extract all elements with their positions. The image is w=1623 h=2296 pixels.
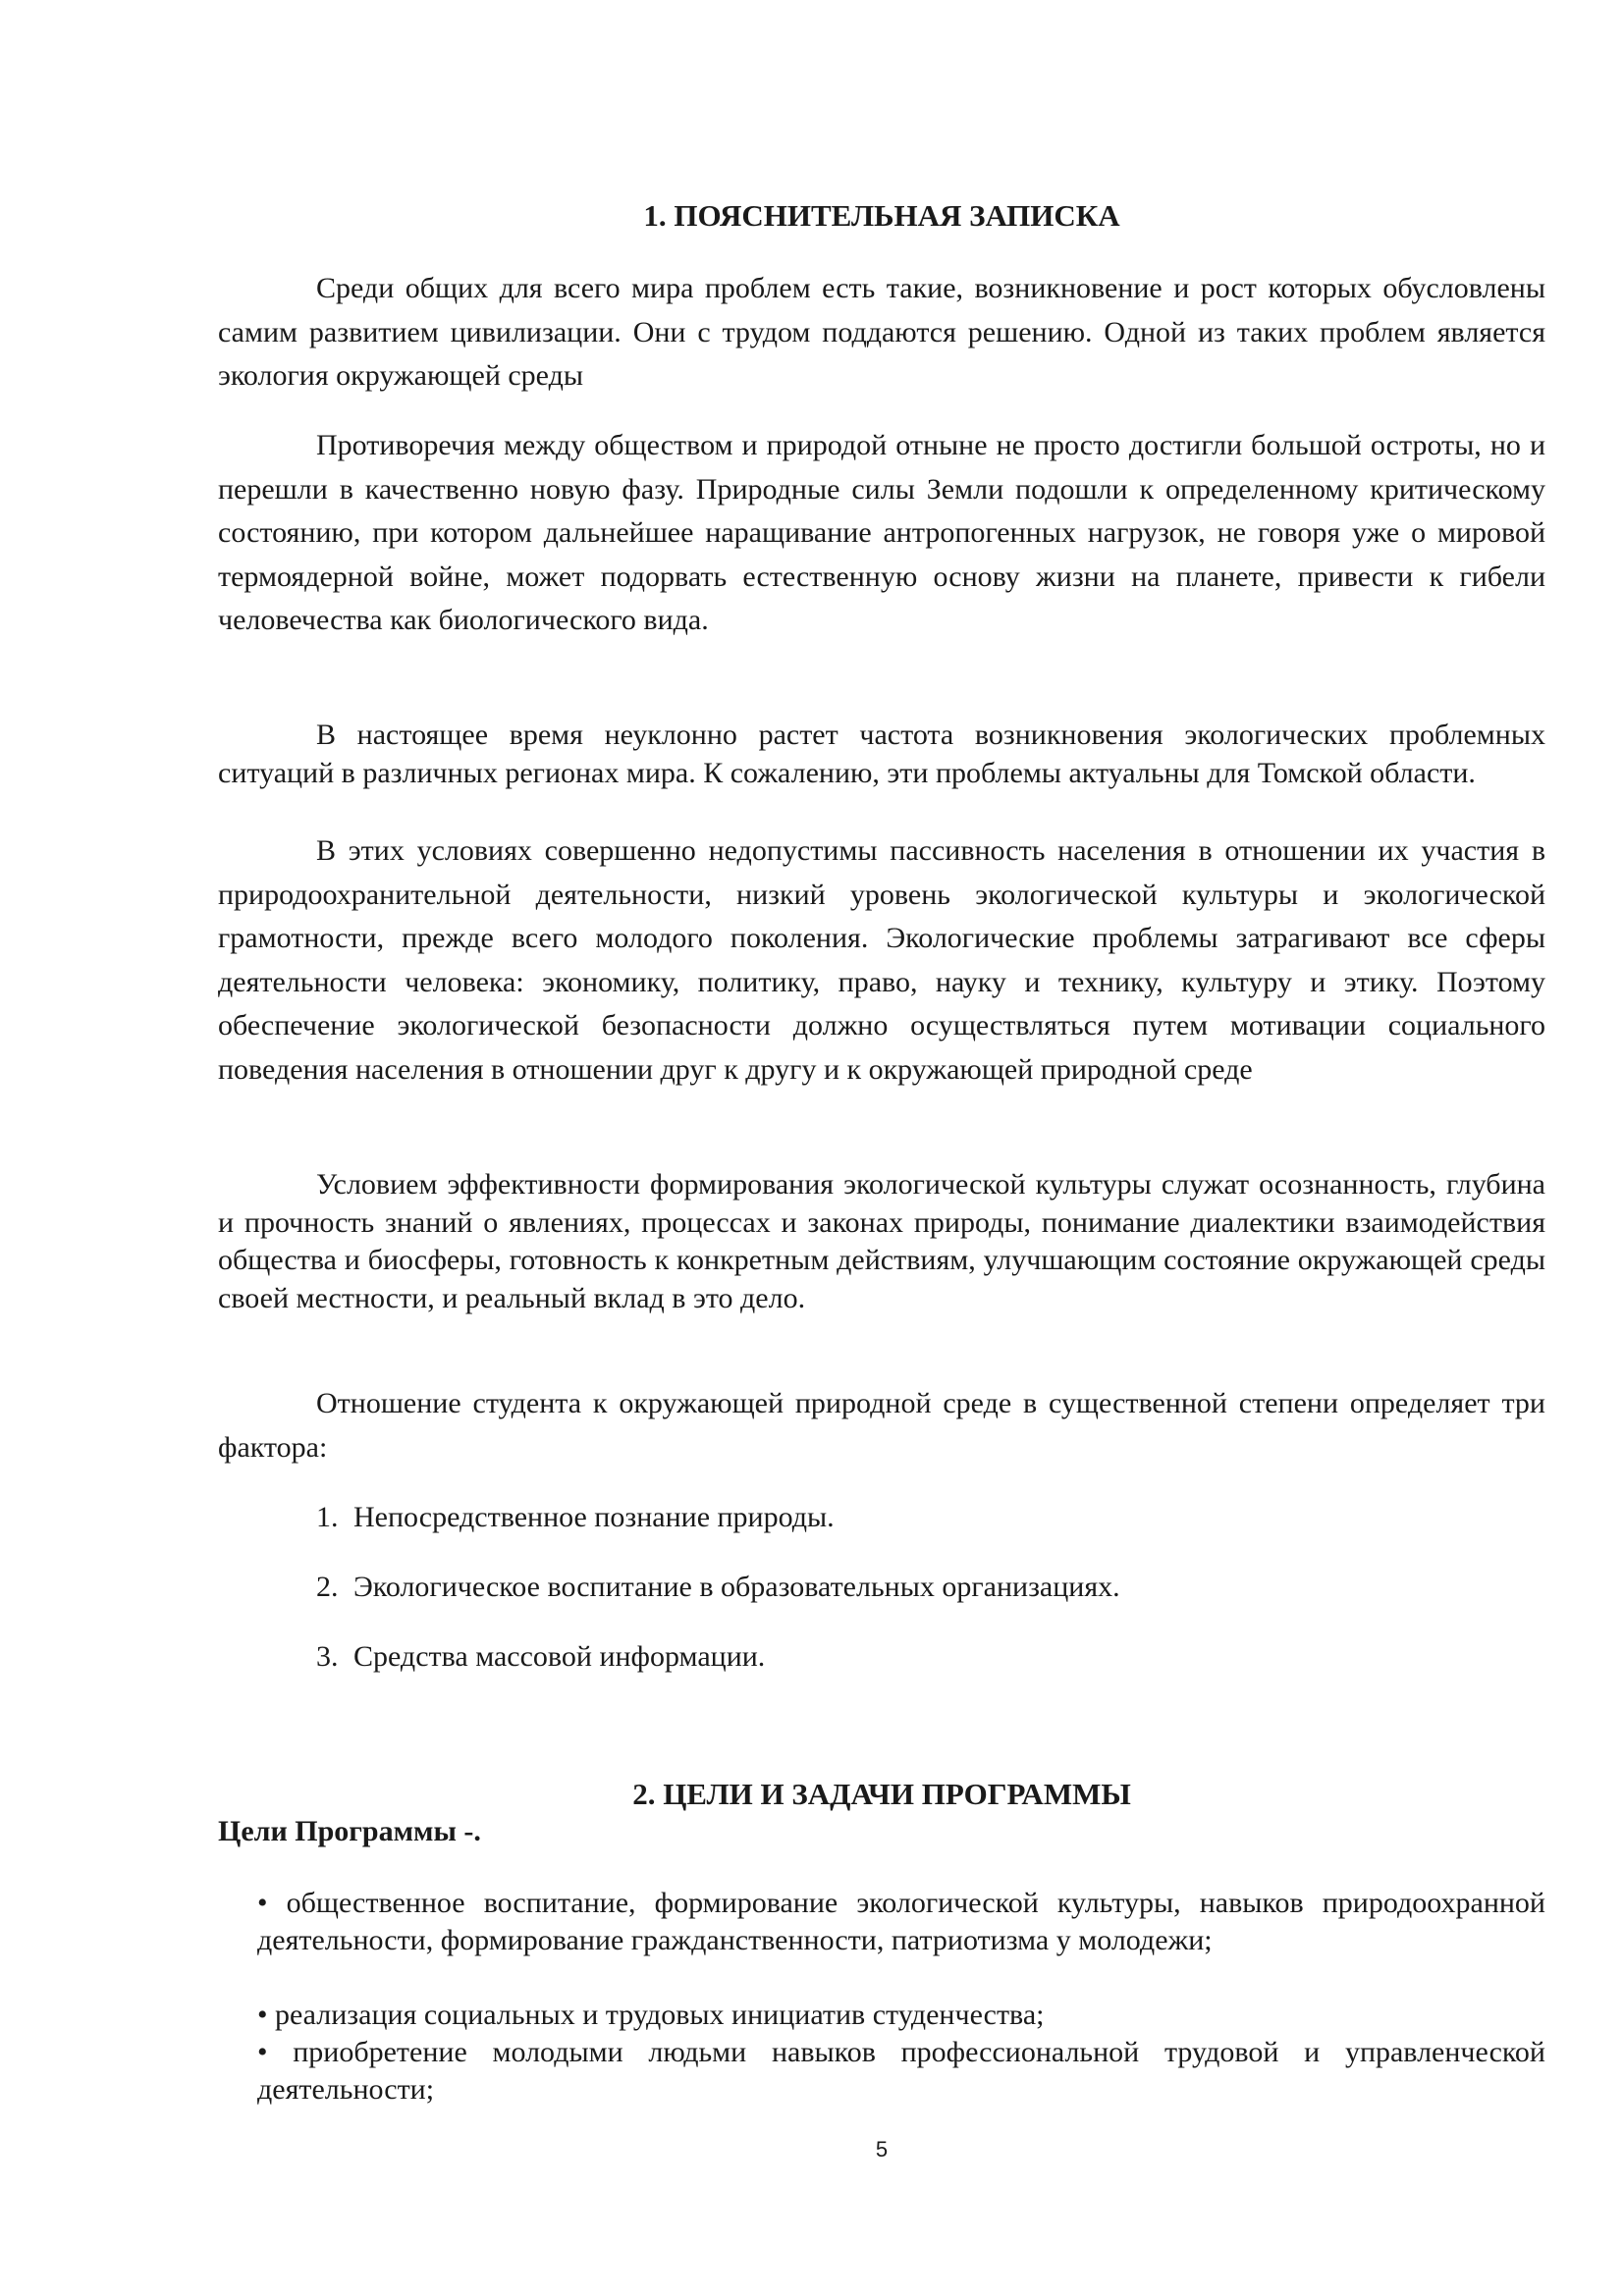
factor-text: Непосредственное познание природы.	[353, 1501, 835, 1533]
paragraph-3: В настоящее время неуклонно растет частота возникновения экологических проблемных ситуаций в различных регионах мира. К сожалению, эти проблемы актуальны для Томской области.	[218, 719, 1545, 789]
goal-bullet: • общественное воспитание, формирование экологической культуры, навыков природоохранной деятельности, формирование гражданственности, патриотизма у молодежи;	[257, 1887, 1545, 1956]
section-1-heading: 1. ПОЯСНИТЕЛЬНАЯ ЗАПИСКА	[643, 198, 1120, 233]
factor-number: 1.	[316, 1501, 339, 1533]
factor-list-item	[316, 1498, 835, 1537]
factor-list-item	[316, 1568, 1120, 1607]
paragraph-4: В этих условиях совершенно недопустимы пассивность населения в отношении их участия в природоохранительной деятельности, низкий уровень экологической культуры и экологической грамотности, прежде всего молодого поколения. Экологические проблемы затрагивают все сферы деятельности человека: экономику, политику, право, науку и технику, культуру и этику. Поэтому обеспечение экологической безопасности должно осуществляться путем мотивации социального поведения населения в отношении друг к другу и к окружающей природной среде	[218, 834, 1545, 1086]
document-page	[218, 0, 1545, 2296]
page-number: 5	[875, 2137, 889, 2162]
goal-bullet: • реализация социальных и трудовых инициатив студенчества;	[257, 1999, 1045, 2031]
goal-bullet: • приобретение молодыми людьми навыков профессиональной трудовой и управленческой деятельности;	[257, 2036, 1545, 2106]
factor-text: Средства массовой информации.	[353, 1640, 766, 1673]
section-2-heading: 2. ЦЕЛИ И ЗАДАЧИ ПРОГРАММЫ	[632, 1777, 1131, 1811]
paragraph-6: Отношение студента к окружающей природной среде в существенной степени определяет три фактора:	[218, 1387, 1545, 1464]
paragraph-1: Среди общих для всего мира проблем есть такие, возникновение и рост которых обусловлены самим развитием цивилизации. Они с трудом поддаются решению. Одной из таких проблем является экология окружающей среды	[218, 272, 1545, 392]
factor-number: 2.	[316, 1571, 339, 1603]
factor-list-item	[316, 1637, 765, 1677]
paragraph-5: Условием эффективности формирования экологической культуры служат осознанность, глубина и прочность знаний о явлениях, процессах и законах природы, понимание диалектики взаимодействия общества и биосферы, готовность к конкретным действиям, улучшающим состояние окружающей среды своей местности, и реальный вклад в это дело.	[218, 1168, 1545, 1314]
factor-number: 3.	[316, 1640, 339, 1673]
goals-label: Цели Программы -.	[218, 1815, 481, 1847]
factor-text: Экологическое воспитание в образовательных организациях.	[353, 1571, 1120, 1603]
paragraph-2: Противоречия между обществом и природой отныне не просто достигли большой остроты, но и перешли в качественно новую фазу. Природные силы Земли подошли к определенному критическому состоянию, при котором дальнейшее наращивание антропогенных нагрузок, не говоря уже о мировой термоядерной войне, может подорвать естественную основу жизни на планете, привести к гибели человечества как биологического вида.	[218, 429, 1545, 636]
